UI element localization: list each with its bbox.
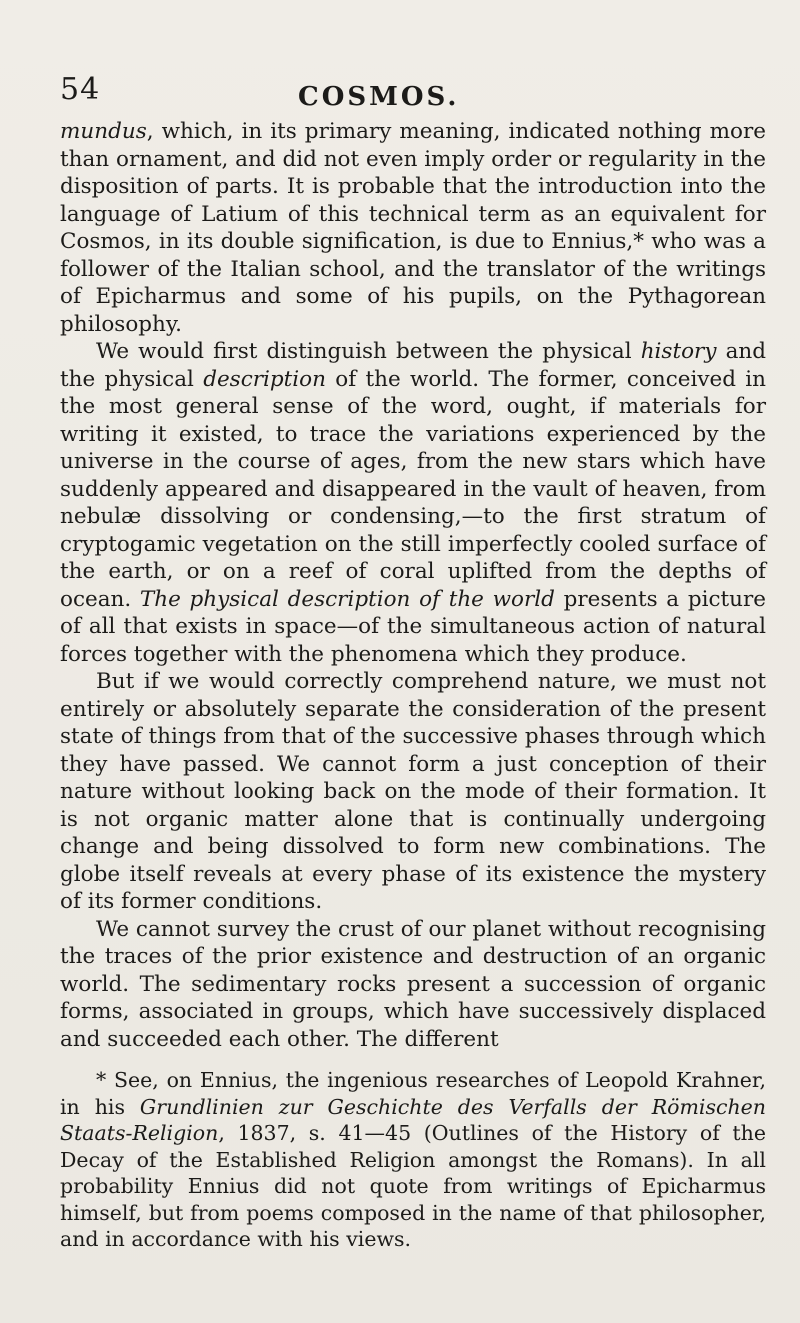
page-number: 54: [60, 72, 101, 107]
paragraph-2-text-e: of the world. The former, conceived in the most general sense of the word, ought, if materials for writing it existed, to trace the variations experienced by the universe in the course of ages, from the new stars which have suddenly appeared and disappeared in the vault of heaven, from nebulæ dissolving or condensing,—to the first stratum of cryptogamic vegetation on the still imperfectly cooled surface of the earth, or on a reef of coral uplifted from the depths of ocean.: [60, 366, 766, 612]
paragraph-2-text-g: presents a picture of all that exists in space—of the simultaneous action of natural forces together with the phenomena which they produce.: [60, 586, 766, 667]
paragraph-2-text-a: We would first distinguish between the physical: [96, 339, 641, 364]
page-header: [60, 72, 760, 116]
italic-mundus: mundus: [60, 119, 147, 144]
body-text: [60, 118, 766, 1053]
footnote-book-title: Grundlinien zur Geschichte des Verfalls der Römischen Staats-Religion: [60, 1094, 767, 1145]
paragraph-3: But if we would correctly comprehend nature, we must not entirely or absolutely separate the consideration of the present state of things from that of the successive phases through which they have passed. We cannot form a just conception of their nature without looking back on the mode of their formation. It is not organic matter alone that is continually undergoing change and being dissolved to form new combinations. The globe itself reveals at every phase of its existence the mystery of its former conditions.: [60, 669, 766, 914]
footnote: [60, 1067, 766, 1253]
italic-physical-description: The physical description of the world: [139, 586, 555, 612]
paragraph-1-text: , which, in its primary meaning, indicated nothing more than ornament, and did not even imply order or regularity in the disposition of parts. It is probable that the introduction into the language of Latium of this technical term as an equivalent for Cosmos, in its double signification, is due to Ennius,* who was a follower of the Italian school, and the translator of the writings of Epicharmus and some of his pupils, on the Pythagorean philosophy.: [60, 119, 766, 337]
paragraph-4: We cannot survey the crust of our planet without recognising the traces of the prior existence and destruction of an organic world. The sedimentary rocks present a succession of organic forms, associated in groups, which have successively displaced and succeeded each other. The different: [60, 916, 766, 1052]
paragraph-1: [60, 118, 766, 338]
running-head: COSMOS.: [298, 82, 460, 112]
footnote-paragraph: [60, 1067, 766, 1253]
footnote-text-c: , 1837, s. 41—45 (Outlines of the History of the Decay of the Established Religion amongst the Romans). In all probability Ennius did not quote from writings of Epicharmus himself, but from poems composed in the name of that philosopher, and in accordance with his views.: [60, 1121, 766, 1251]
footnote-text-a: * See, on Ennius, the ingenious researches of Leopold Krahner, in his: [60, 1068, 766, 1119]
italic-history: history: [640, 339, 717, 364]
paragraph-2: [60, 338, 766, 668]
paragraph-2-text-c: and the physical: [60, 339, 766, 392]
italic-description: description: [203, 366, 326, 392]
